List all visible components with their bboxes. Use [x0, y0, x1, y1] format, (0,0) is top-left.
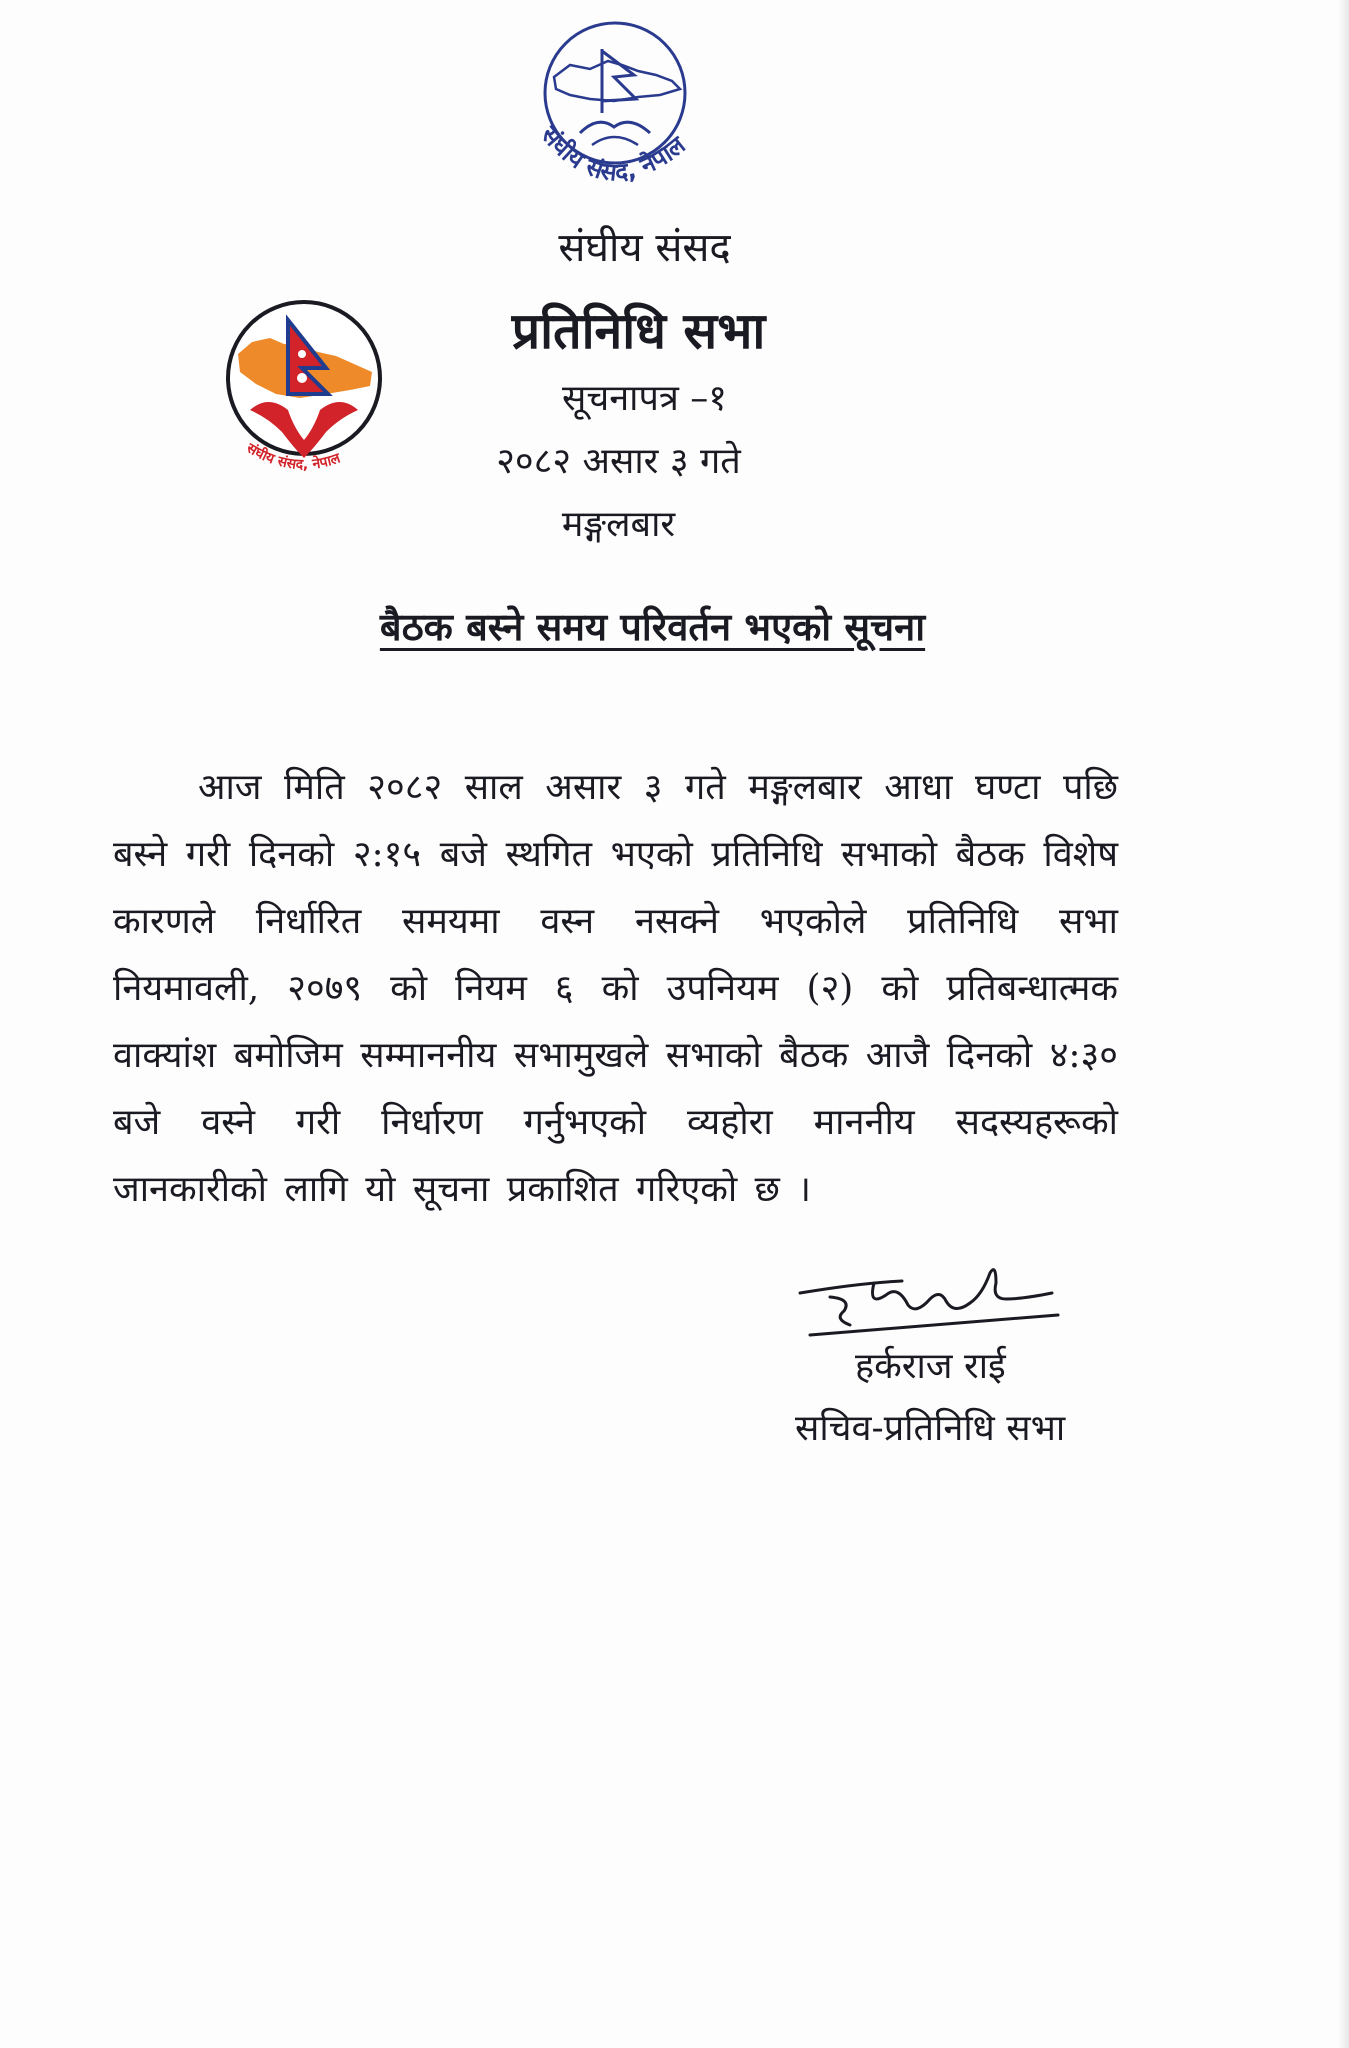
stamp-text: संघीय संसद, नेपाल [535, 120, 691, 187]
signatory-designation: सचिव-प्रतिनिधि सभा [795, 1408, 1066, 1449]
notice-date: २०८२ असार ३ गते [496, 441, 741, 482]
notice-subject: बैठक बस्ने समय परिवर्तन भएको सूचना [379, 604, 926, 649]
notice-weekday: मङ्गलबार [561, 504, 676, 545]
parliament-stamp [510, 15, 760, 235]
notice-number: सूचनापत्र –१ [562, 378, 727, 419]
emblem-text: संघीय संसद, नेपाल [243, 440, 343, 474]
house-name: प्रतिनिधि सभा [511, 301, 766, 360]
organization-name: संघीय संसद [558, 225, 731, 271]
svg-text:संघीय संसद, नेपाल [535, 120, 692, 187]
notice-body: आज मिति २०८२ साल असार ३ गते मङ्गलबार आधा घण्टा पछि बस्ने गरी दिनको २:१५ बजे स्थगित भएको प्रतिनिधि सभाको बैठक विशेष कारणले निर्धारित समयमा वस्न नसक्ने भएकोले प्रतिनिधि सभा नियमावली, २०७९ को नियम ६ को उपनियम (२) को प्रतिबन्धात्मक वाक्यांश बमोजिम सम्माननीय सभामुखले सभाको बैठक आजै दिनको ४:३० बजे वस्ने गरी निर्धारण गर्नुभएको व्यहोरा माननीय सदस्यहरूको जानकारीको लागि यो सूचना प्रकाशित गरिएको छ । [113, 767, 1118, 1210]
page-edge-shadow [1337, 0, 1349, 2048]
signatory-name: हर्कराज राई [855, 1346, 1006, 1387]
